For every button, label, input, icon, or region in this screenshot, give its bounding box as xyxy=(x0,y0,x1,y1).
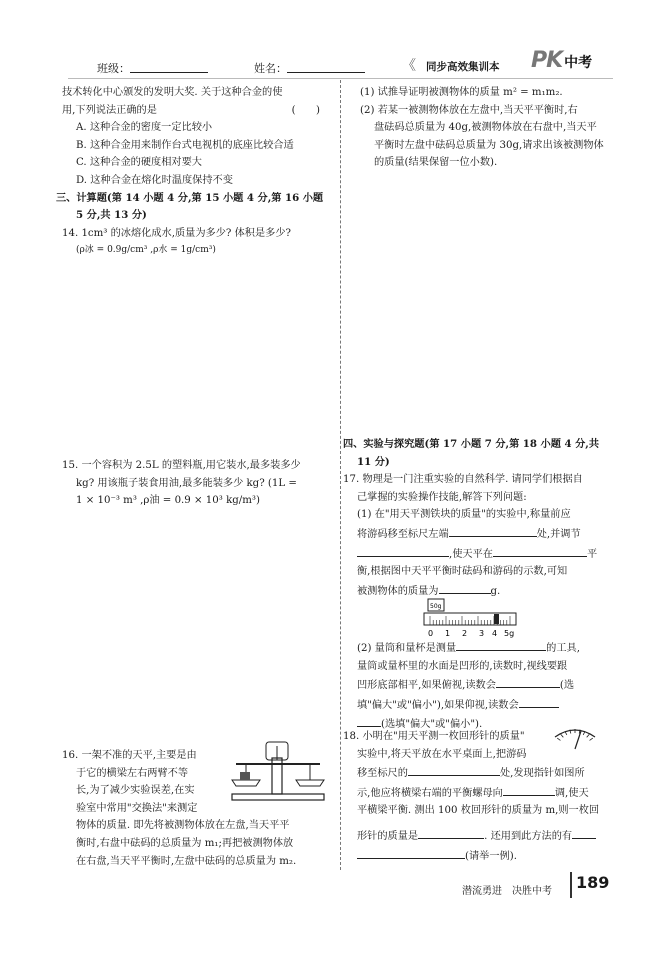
adjust-blank[interactable] xyxy=(357,544,449,557)
q18-line-7-text: (请举一例). xyxy=(465,850,517,862)
page-header xyxy=(0,0,661,80)
q17-part1-c xyxy=(343,544,613,564)
dial-tick xyxy=(561,734,564,737)
q18-line-3-text: 移至标尺的 xyxy=(357,768,408,780)
book-title: 同步高效集训本 xyxy=(426,61,500,73)
right-column xyxy=(360,84,610,172)
dial-tick xyxy=(590,738,593,740)
q16-line-5: 物体的质量. 即先将被测物体放在左盘,当天平平 xyxy=(76,820,290,832)
measure-blank[interactable] xyxy=(456,638,546,651)
q16-line-3: 长,为了减少实验误差,在实 xyxy=(76,785,195,797)
q17-part2-d xyxy=(357,695,613,715)
q13-continuation: 技术转化中心颁发的发明大奖. 关于这种合金的使 xyxy=(62,87,283,98)
q18-line-7 xyxy=(343,846,613,866)
level-blank[interactable] xyxy=(493,544,587,557)
clip-mass-blank[interactable] xyxy=(418,826,484,839)
q14-text: 14. 1cm³ 的冰熔化成水,质量为多少? 体积是多少? xyxy=(62,227,292,239)
weight-label: 50g xyxy=(430,603,442,610)
zero-mark-blank[interactable] xyxy=(449,524,537,537)
q17-part2-a xyxy=(357,638,613,658)
logo-pk: PK xyxy=(531,48,563,73)
pointer-dial-figure xyxy=(551,725,599,751)
class-label: 班级： xyxy=(97,62,130,75)
example-blank[interactable] xyxy=(572,826,596,839)
q16-line-4: 验室中常用"交换法"来测定 xyxy=(76,802,198,814)
q18-line-6-tail: . 还用到此方法的有 xyxy=(484,830,573,842)
q18-line-4 xyxy=(343,783,613,803)
q18-line-2: 实验中,将天平放在水平桌面上,把游码 xyxy=(357,748,527,760)
dial-tick xyxy=(587,734,590,737)
section4-title: 四、实验与探究题(第 17 小题 7 分,第 18 小题 4 分,共 xyxy=(343,438,600,450)
bottom-view-blank[interactable] xyxy=(519,695,559,708)
q16-line-1: 16. 一架不准的天平,主要是由 xyxy=(62,750,197,761)
nut-direction-blank[interactable] xyxy=(503,783,555,796)
section4-block xyxy=(343,436,613,600)
q16-part-2d: 的质量(结果保留一位小数). xyxy=(374,157,498,169)
q17-part1-b-tail: 处,并调节 xyxy=(536,528,581,540)
dial-ticks xyxy=(557,729,593,740)
q17-intro-2: 己掌握的实验操作技能,解答下列问题: xyxy=(357,491,527,503)
page-number-bar xyxy=(570,872,572,898)
q17-part2-c-tail: (选 xyxy=(559,680,575,692)
q17-part1-d: 衡,根据图中天平平衡时砝码和游码的示数,可知 xyxy=(357,566,568,578)
balance-figure xyxy=(228,740,328,802)
footer-slogan: 潜流勇进 决胜中考 xyxy=(462,886,552,897)
top-view-blank[interactable] xyxy=(496,675,560,688)
q14-constants: (ρ冰 = 0.9g/cm³ ,ρ水 = 1g/cm³) xyxy=(76,245,216,256)
q18-line-4-text: 示,他应将横梁右端的平衡螺母向 xyxy=(357,787,503,799)
q15-line-3: 1 × 10⁻³ m³ ,ρ油 = 0.9 × 10³ kg/m³) xyxy=(76,495,260,507)
rider xyxy=(494,614,499,624)
q17-part2-a-text: (2) 量筒和量杯是测量 xyxy=(357,643,457,654)
tick-label-4: 4 xyxy=(492,629,498,638)
q16-line-7: 在右盘,当天平平衡时,左盘中砝码的总质量为 m₂. xyxy=(76,855,297,867)
pointer-needle xyxy=(575,731,581,749)
q13-option-d: D. 这种合金在熔化时温度保持不变 xyxy=(76,174,233,186)
q13-option-c: C. 这种合金的硬度相对要大 xyxy=(76,157,202,169)
q17-part2-d-text: 填"偏大"或"偏小"),如果仰视,读数会 xyxy=(357,699,519,711)
logo-zhongkao: 中考 xyxy=(564,55,593,71)
q16-part-2c: 平衡时左盘中砝码总质量为 30g,请求出该被测物体 xyxy=(374,139,604,151)
name-blank xyxy=(287,72,365,73)
rider-position-blank[interactable] xyxy=(408,763,500,776)
name-label: 姓名： xyxy=(254,62,287,75)
q17-part1-e-unit: g. xyxy=(490,585,501,597)
class-blank xyxy=(130,72,208,73)
q15-block xyxy=(62,457,324,510)
q18-line-5: 平横梁平衡. 测出 100 枚回形针的质量为 m,则一枚回 xyxy=(357,805,600,817)
q17-part2-e-text: (选填"偏大"或"偏小"). xyxy=(381,719,483,731)
q18-line-1: 18. 小明在"用天平测一枚回形针的质量" xyxy=(343,731,525,742)
q13-continuation-2 xyxy=(62,102,324,120)
q17-part1-b-text: 将游码移至标尺左端 xyxy=(357,528,449,540)
q17-part2-c-text: 凹形底部相平,如果俯视,读数会 xyxy=(357,680,496,692)
q13-option-b: B. 这种合金用来制作台式电视机的底座比较合适 xyxy=(76,139,294,151)
q17-part2-a-tail: 的工具, xyxy=(546,643,580,654)
section3-title-cont: 5 分,共 13 分) xyxy=(76,209,147,222)
q18-line-6 xyxy=(343,826,613,846)
q17-part1-a: (1) 在"用天平测铁块的质量"的实验中,称量前应 xyxy=(357,509,571,521)
section3-title: 三、计算题(第 14 小题 4 分,第 15 小题 4 分,第 16 小题 xyxy=(56,191,324,204)
q17-part1-c-text: ,使天平在 xyxy=(449,548,493,560)
page-number: 189 xyxy=(576,873,610,892)
q16-part-2a: (2) 若某一被测物体放在左盘中,当天平平衡时,右 xyxy=(360,104,578,116)
chevron-icon: 《 xyxy=(402,58,416,74)
q16-part-1: (1) 试推导证明被测物体的质量 m² = m₁m₂. xyxy=(360,87,563,98)
brand-logo xyxy=(531,48,592,73)
tick-label-1: 1 xyxy=(445,629,451,638)
q18-line-4-tail: 调,使天 xyxy=(554,787,589,799)
q17-part2-c xyxy=(357,675,613,695)
q17-part2-block xyxy=(357,638,613,734)
scale-figure xyxy=(420,597,520,639)
q18-line-3-tail: 处,发现指针如图所 xyxy=(499,768,585,780)
q15-line-1: 15. 一个容积为 2.5L 的塑料瓶,用它装水,最多装多少 xyxy=(62,460,301,471)
q18-line-3 xyxy=(343,763,613,783)
q17-intro-1: 17. 物理是一门注重实验的自然科学. 请同学们根据自 xyxy=(343,474,583,486)
tick-label-0: 0 xyxy=(428,629,434,638)
q17-part2-b: 量筒或量杯里的水面是凹形的,读数时,视线要跟 xyxy=(357,660,568,672)
q13-answer-paren: ( ) xyxy=(291,104,320,116)
bottom-view-blank-cont[interactable] xyxy=(357,714,381,727)
column-divider xyxy=(340,80,341,870)
q13-stem: 用,下列说法正确的是 xyxy=(62,104,157,116)
q17-part1-e-text: 被测物体的质量为 xyxy=(357,585,439,597)
dial-tick xyxy=(557,738,560,740)
example-blank-cont[interactable] xyxy=(357,846,465,859)
header-rule xyxy=(68,78,613,79)
mass-blank[interactable] xyxy=(439,581,491,594)
q16-line-6: 衡时,右盘中砝码的总质量为 m₁;再把被测物体放 xyxy=(76,837,294,849)
tick-label-5: 5g xyxy=(504,629,515,638)
tick-label-2: 2 xyxy=(462,629,468,638)
q15-line-2: kg? 用该瓶子装食用油,最多能装多少 kg? (1L = xyxy=(76,477,297,489)
q17-part1-b xyxy=(343,524,613,544)
tick-label-3: 3 xyxy=(479,629,485,638)
q18-line-6-text: 形针的质量是 xyxy=(357,830,419,842)
left-column xyxy=(56,84,324,260)
section4-title-cont: 11 分) xyxy=(357,455,390,468)
q13-option-a: A. 这种合金的密度一定比较小 xyxy=(76,122,213,134)
q16-line-2: 于它的横梁左右两臂不等 xyxy=(76,767,189,779)
q16-part-2b: 盘砝码总质量为 40g,被测物体放在右盘中,当天平 xyxy=(374,122,597,134)
q17-part1-c-tail: 平 xyxy=(587,548,598,560)
